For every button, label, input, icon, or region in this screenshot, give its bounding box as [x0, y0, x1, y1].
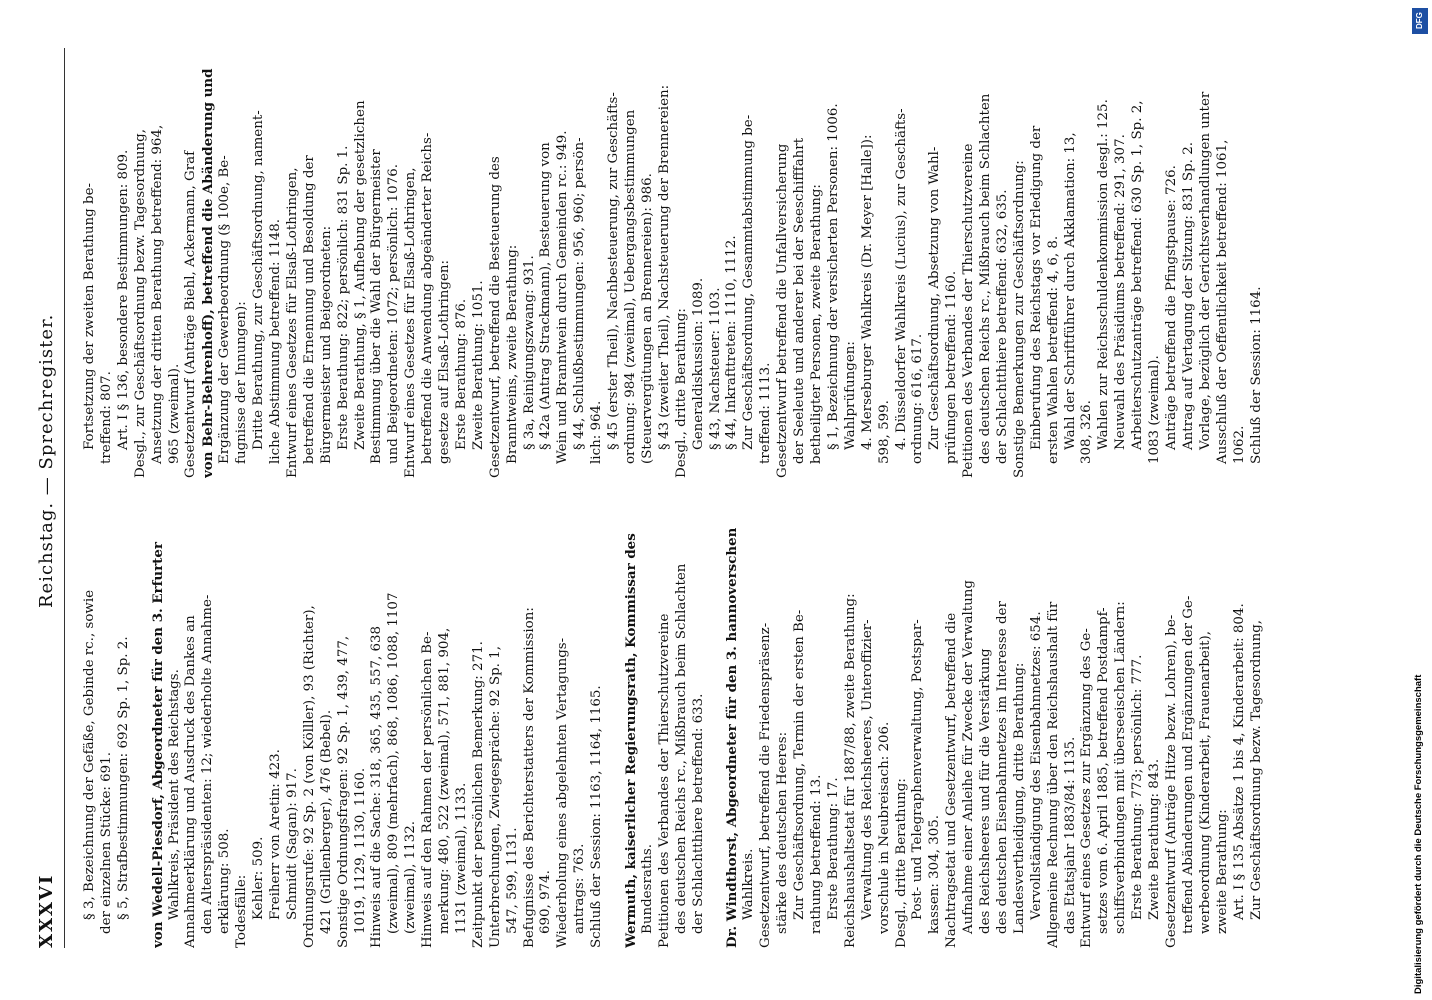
text-line: 4. Merseburger Wahlkreis (Dr. Meyer [Halle]):: [859, 134, 875, 450]
text-line: betheiligter Personen, zweite Berathung:: [808, 184, 824, 464]
running-title: Reichstag. — Sprechregister.: [36, 313, 57, 608]
text-line: Ansetzung der dritten Berathung betreffend: 964,: [149, 124, 165, 464]
text-line: Gesetzentwurf (Anträge Biehl, Ackermann, Graf: [183, 150, 199, 478]
text-line: Schmidt (Sagan): 917.: [284, 768, 300, 920]
text-line: Fortsetzung der zweiten Berathung be-: [82, 182, 97, 450]
text-line: Entwurf eines Gesetzes für Elsaß-Lothringen,: [284, 167, 300, 478]
text-line: stärke des deutschen Heeres:: [775, 731, 791, 934]
text-line: 1131 (zweimal), 1133.: [453, 782, 469, 934]
text-line: Einberufung des Reichstags vor Erledigung der: [1028, 125, 1044, 450]
text-line: ordnung: 616, 617.: [910, 333, 926, 464]
text-line: Erste Berathung: 17.: [825, 777, 841, 920]
text-line: 690, 974.: [538, 870, 554, 934]
text-line: (zweimal), 1132.: [403, 821, 419, 934]
text-line: 965 (zweimal).: [166, 363, 182, 464]
text-line: rathung betreffend: 13.: [808, 774, 824, 934]
text-line: 1083 (zweimal).: [1147, 355, 1163, 464]
text-line: Gesetzentwurf (Anträge Hitze bezw. Lohren), be-: [1164, 614, 1179, 948]
text-line: 547, 599, 1131.: [504, 827, 520, 934]
text-line: Ordnungsrufe: 92 Sp. 2 (von Kölller), 93 (Richter),: [301, 605, 317, 948]
text-line: der Schlachtthiere betreffend: 633.: [690, 693, 706, 934]
text-line: Desgl., zur Geschäftsordnung bezw. Tagesordnung,: [132, 129, 148, 478]
text-line: ersten Wahlen betreffend: 4, 6, 8.: [1045, 235, 1061, 464]
text-line: Petitionen des Verbandes der Thierschutzvereine: [656, 613, 672, 948]
text-line: des deutschen Reichs rc., Mißbrauch beim Schlachten: [978, 93, 994, 464]
text-line: betreffend die Ernennung und Besoldung der: [301, 155, 317, 464]
text-line: Schluß der Session: 1164.: [1248, 286, 1264, 464]
text-line: Unterbrechungen, Zwiegespräche: 92 Sp. 1,: [487, 646, 503, 948]
text-line: Sonstige Ordnungsfragen: 92 Sp. 1, 439, 477,: [335, 635, 351, 948]
text-line: Petitionen des Verbandes der Thierschutzvereine: [961, 143, 977, 478]
text-line: von Behr-Behrenhoff), betreffend die Abänderung und: [200, 68, 217, 478]
text-line: zweite Berathung:: [1214, 809, 1230, 934]
credit-text: Digitalisierung gefördert durch die Deutsche Forschungsgemeinschaft: [1413, 674, 1424, 994]
text-line: Ausschluß der Oeffentlichkeit betreffend: 1061,: [1214, 139, 1230, 464]
text-line: Wahlen zur Reichsschuldenkommission desgl.: 125.: [1096, 99, 1112, 450]
text-line: Erste Berathung: 876.: [453, 298, 469, 450]
text-line: gesetze auf Elsaß-Lothringen:: [437, 259, 453, 464]
text-line: Todesfälle:: [234, 874, 250, 948]
text-line: Wahlkreis, Präsident des Reichstags.: [166, 669, 182, 920]
header-rule: [64, 48, 65, 948]
text-line: Nachtragsetat und Gesetzentwurf, betreffend die: [944, 612, 960, 948]
text-line: Zweite Berathung: 843.: [1147, 758, 1163, 920]
text-line: § 44, Schlußbestimmungen: 956, 960; persön-: [572, 137, 588, 450]
text-line: Erste Berathung: 773; persönlich: 777.: [1130, 654, 1146, 920]
text-line: Kehler: 509.: [251, 836, 267, 920]
text-line: Gesetzentwurf, betreffend die Besteuerung des: [487, 156, 503, 478]
text-line: Hinweis auf den Rahmen der persönlichen Be-: [420, 631, 436, 948]
text-line: § 43 (zweiter Theil), Nachsteuerung der Brennereien:: [656, 84, 672, 450]
text-line: [708, 508, 725, 948]
text-line: 421 (Grillenberger), 476 (Bebel).: [318, 709, 334, 934]
text-line: § 44, Inkrafttreten: 1110, 1112.: [724, 235, 740, 450]
text-line: fugnisse der Innungen):: [234, 301, 250, 464]
text-line: Sonstige Bemerkungen zur Geschäftsordnung:: [1011, 160, 1027, 478]
text-line: Freiherr von Aretin: 423.: [267, 749, 283, 920]
text-line: (zweimal), 809 (mehrfach), 868, 1086, 1088, 1107: [386, 592, 402, 934]
text-line: Wahlprüfungen:: [842, 341, 858, 450]
text-line: Desgl., dritte Berathung:: [673, 308, 689, 478]
text-line: der Seeleute und anderer bei der Seeschifffahrt: [792, 137, 808, 464]
text-line: Zur Geschäftsordnung bezw. Tagesordnung,: [1248, 619, 1264, 920]
text-line: merkung: 480, 522 (zweimal), 571, 881, 904,: [437, 627, 453, 934]
text-line: ordnung: 984 (zweimal), Uebergangsbestimmungen: [623, 109, 638, 464]
text-line: (Steuervergütungen an Brennereien): 986.: [639, 173, 655, 464]
text-line: werbeordnung (Kinderarbeit, Frauenarbeit),: [1197, 631, 1213, 934]
text-line: Landesvertheidigung, dritte Berathung:: [1011, 662, 1027, 934]
text-line: Wahl der Schriftführer durch Akklamation: 13,: [1062, 132, 1078, 450]
page-header: [14, 48, 74, 948]
text-line: Wein und Branntwein durch Gemeinden rc.: 949.: [555, 130, 571, 464]
text-line: Entwurf eines Gesetzes zur Ergänzung des Ge-: [1079, 628, 1095, 948]
text-line: § 3a, Reinigungszwang: 931.: [521, 255, 537, 450]
text-line: 1019, 1129, 1130, 1160.: [352, 767, 368, 934]
text-line: 4. Düsseldorfer Wahlkreis (Lucius), zur Geschäfts-: [893, 108, 909, 450]
left-column: [82, 508, 1265, 948]
text-line: schiffsverbindungen mit überseeischen Ländern:: [1113, 601, 1129, 934]
text-line: 1062.: [1231, 425, 1247, 464]
text-line: Wahlkreis.: [741, 848, 757, 920]
text-line: 598, 599.: [876, 400, 892, 464]
text-line: Zur Geschäftsordnung, Gesammtabstimmung be-: [741, 114, 757, 450]
text-line: Erste Berathung: 822; persönlich: 831 Sp. 1.: [335, 145, 351, 450]
text-line: Post- und Telegraphenverwaltung, Postspar-: [910, 619, 926, 920]
text-line: prüfungen betreffend: 1160.: [944, 270, 960, 464]
text-line: Gesetzentwurf, betreffend die Friedenspräsenz-: [758, 622, 774, 948]
text-line: erklärung: 508.: [217, 828, 233, 934]
text-line: Zweite Berathung: 1051.: [470, 280, 486, 450]
text-line: Hinweis auf die Sache: 318, 365, 435, 557, 638: [369, 625, 385, 948]
text-line: Desgl., dritte Berathung:: [893, 778, 909, 948]
text-line: Bürgermeister und Beigeordneten:: [318, 225, 334, 464]
text-line: Neuwahl des Präsidiums betreffend: 291, 307.: [1113, 134, 1129, 450]
text-line: Dr. Windthorst, Abgeordneter für den 3. hannoverschen: [724, 527, 741, 948]
text-line: Wiederholung eines abgelehnten Vertagungs-: [555, 637, 571, 948]
text-line: Befugnisse des Berichterstatters der Kommission:: [521, 607, 537, 948]
text-line: § 3, Bezeichnung der Gefäße, Gebinde rc., sowie: [82, 589, 97, 920]
text-line: Wermuth, kaiserlicher Regierungsrath, Kommissar des: [623, 533, 639, 948]
text-line: treffend: 807.: [98, 371, 114, 464]
text-line: Zeitpunkt der persönlichen Bemerkung: 271.: [470, 641, 486, 948]
text-line: [133, 508, 150, 948]
page-number: XXXVI: [36, 873, 57, 948]
text-line: des Reichsheeres und für die Verstärkung: [978, 648, 994, 934]
text-line: Anträge betreffend die Pfingstpause: 726.: [1164, 165, 1179, 450]
text-line: kassen: 304, 305.: [927, 814, 943, 934]
text-line: Bundesraths.: [639, 844, 655, 934]
text-line: § 1, Bezeichnung der versicherten Personen: 1006.: [825, 103, 841, 450]
text-line: Gesetzentwurf betreffend die Unfallversicherung: [775, 143, 791, 478]
text-line: Antrag auf Vertagung der Sitzung: 831 Sp. 2.: [1180, 142, 1196, 450]
digitization-credit: [1411, 6, 1427, 994]
dfg-logo: DFG: [1412, 8, 1428, 34]
text-line: Allgemeine Rechnung über den Reichshaushalt für: [1045, 601, 1061, 948]
text-line: Annahmeerklärung und Ausdruck des Dankes an: [183, 615, 199, 948]
text-line: Entwurf eines Gesetzes für Elsaß-Lothringen,: [403, 167, 419, 478]
text-line: Dritte Berathung, zur Geschäftsordnung, nament-: [251, 110, 267, 450]
text-line: 308, 326.: [1079, 400, 1095, 464]
text-line: der einzelnen Stücke: 691.: [98, 752, 114, 934]
text-line: [606, 508, 623, 948]
text-line: das Etatsjahr 1883/84: 1135.: [1062, 736, 1078, 934]
text-line: § 45 (erster Theil), Nachbesteuerung, zur Geschäfts-: [606, 92, 622, 450]
text-line: § 5, Strafbestimmungen: 692 Sp. 1, Sp. 2.: [115, 636, 131, 920]
text-line: des deutschen Eisenbahnnetzes im Interesse der: [994, 601, 1010, 934]
text-line: Art. I § 135 Absätze 1 bis 4, Kinderarbeit: 804.: [1231, 603, 1247, 920]
text-line: Zur Geschäftsordnung, Termin der ersten Be-: [792, 609, 808, 920]
text-line: von Wedell-Piesdorf, Abgeordneter für den 3. Erfurter: [149, 542, 166, 948]
text-line: den Alterspräsidenten: 12; wiederholte Annahme-: [200, 594, 216, 934]
text-line: setzes vom 6. April 1885, betreffend Postdampf-: [1096, 607, 1112, 934]
text-line: Zur Geschäftsordnung, Absetzung von Wahl-: [927, 146, 943, 450]
text-line: Bestimmung über die Wahl der Bürgermeister: [369, 149, 385, 464]
text-line: § 42a (Antrag Strackmann), Besteuerung von: [538, 142, 554, 450]
text-line: treffend Abänderungen und Ergänzungen der Ge-: [1180, 595, 1196, 934]
text-line: Vervollständigung des Eisenbahnnetzes: 654.: [1028, 611, 1044, 920]
text-line: Reichshaushaltsetat für 1887/88, zweite Berathung:: [842, 593, 858, 948]
text-line: Arbeiterschutzanträge betreffend: 630 Sp. 1, Sp. 2,: [1130, 100, 1146, 450]
text-line: § 43, Nachsteuer: 1103.: [707, 287, 723, 450]
text-line: des deutschen Reichs rc., Mißbrauch beim Schlachten: [673, 563, 689, 934]
text-line: und Beigeordneten: 1072; persönlich: 1076.: [386, 164, 402, 464]
text-line: antrags: 763.: [572, 843, 588, 934]
text-line: Zweite Berathung, § 1, Aufhebung der gesetzlichen: [352, 100, 368, 450]
text-line: der Schlachtthiere betreffend: 632, 635.: [994, 189, 1010, 464]
right-column: [82, 38, 1265, 478]
text-line: treffend: 1113.: [758, 362, 774, 464]
text-line: Generaldiskussion: 1089.: [690, 277, 706, 450]
text-line: liche Abstimmung betreffend: 1148.: [267, 218, 283, 464]
text-line: Verwaltung des Reichsheeres, Unteroffizier-: [859, 619, 875, 920]
text-line: vorschule in Neubreisach: 206.: [876, 721, 892, 934]
text-line: betreffend die Anwendung abgeänderter Reichs-: [420, 132, 436, 464]
text-line: Schluß der Session: 1163, 1164, 1165.: [589, 685, 605, 948]
text-line: Vorlage, bezüglich der Gerichtsverhandlungen unter: [1197, 91, 1213, 450]
text-line: Branntweins, zweite Berathung:: [504, 244, 520, 464]
text-line: lich: 964.: [589, 400, 605, 464]
text-line: Aufnahme einer Anleihe für Zwecke der Verwaltung: [961, 580, 977, 934]
text-line: Ergänzung der Gewerbeordnung (§ 100e, Be-: [217, 155, 233, 464]
text-line: Art. I § 136, besondere Bestimmungen: 809.: [115, 149, 131, 450]
